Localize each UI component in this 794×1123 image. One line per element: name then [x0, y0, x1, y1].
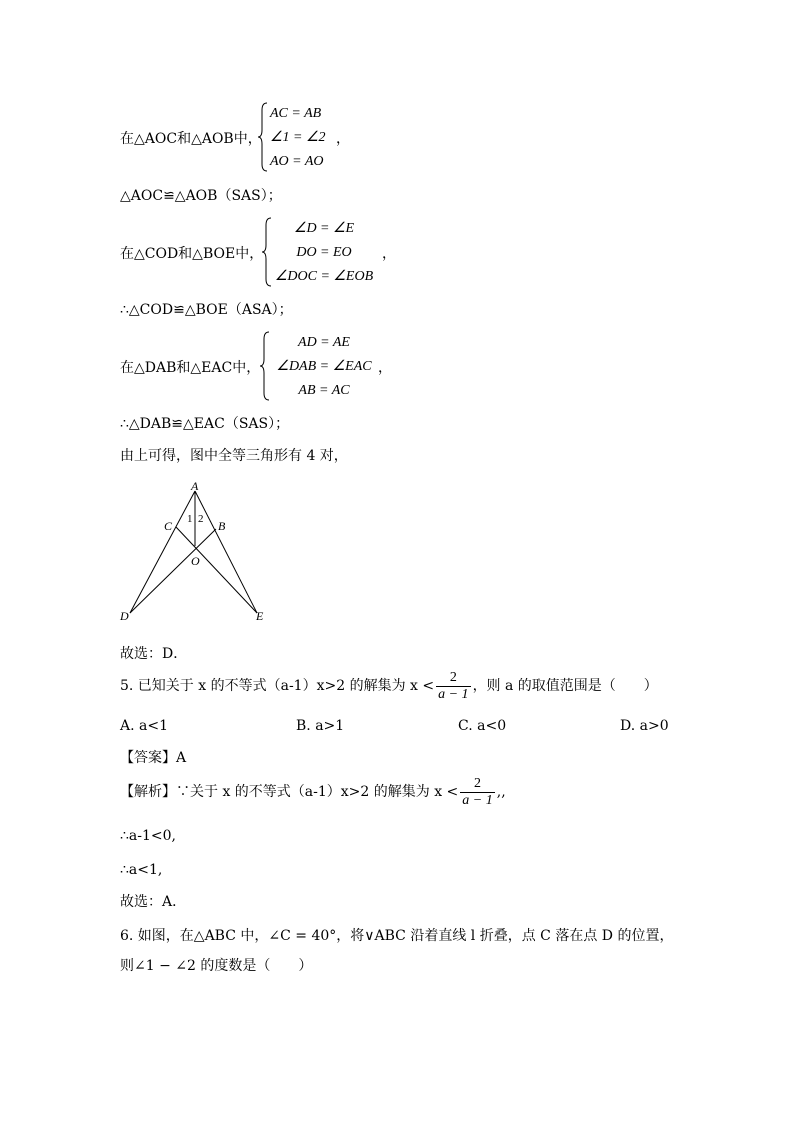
- question-5: [120, 668, 658, 704]
- system-row: AB = AC: [298, 383, 350, 398]
- system-lead: 在△DAB和△EAC中，: [120, 360, 261, 376]
- choose-answer-q5: 故选：A．: [120, 894, 187, 910]
- q5-fraction: [436, 670, 470, 703]
- system-tail: ，: [378, 360, 392, 376]
- option-d: D. a>0: [620, 718, 669, 734]
- option-c: C. a<0: [458, 718, 507, 734]
- system-rows: [272, 331, 376, 403]
- system-rows: [274, 217, 374, 289]
- angle-2-label: 2: [198, 513, 204, 525]
- analysis-suffix: ,,: [496, 784, 506, 800]
- angle-1-label: 1: [187, 513, 193, 525]
- question-6-line-1: 6. 如图，在△ABC 中，∠C = 40°，将∨ABC 沿着直线 l 折叠，点 C 落在点 D 的位置，: [120, 928, 674, 944]
- fraction-numerator: 2: [436, 670, 470, 687]
- brace-icon: [262, 217, 272, 287]
- analysis-prefix: 【解析】∵关于 x 的不等式（a-1）x>2 的解集为 x <: [120, 784, 459, 800]
- system-row: AC = AB: [270, 106, 322, 121]
- label-a: A: [191, 480, 199, 493]
- segment-ae: [195, 491, 257, 613]
- analysis-fraction: [460, 776, 494, 809]
- q5-prefix: 5. 已知关于 x 的不等式（a-1）x>2 的解集为 x <: [120, 678, 435, 694]
- step-1: ∴a-1<0,: [120, 828, 176, 844]
- congruence-conclusion: ∴△DAB≌△EAC（SAS）；: [120, 416, 290, 432]
- system-row: ∠DOC = ∠EOB: [274, 269, 374, 284]
- answer-label: 【答案】A: [120, 750, 187, 766]
- system-row: ∠D = ∠E: [293, 221, 355, 236]
- summary-text: 由上可得，图中全等三角形有 4 对，: [120, 448, 348, 464]
- step-2: ∴a<1,: [120, 862, 163, 878]
- question-6-line-2: 则∠1 − ∠2 的度数是（ ）: [120, 958, 313, 974]
- label-o: O: [191, 554, 200, 568]
- label-d: D: [120, 609, 129, 623]
- brace-icon: [258, 102, 268, 172]
- congruence-conclusion: ∴△COD≌△BOE（ASA）；: [120, 302, 293, 318]
- option-b: B. a>1: [296, 718, 345, 734]
- fraction-denominator: a − 1: [438, 686, 469, 702]
- label-e: E: [256, 609, 264, 623]
- system-row: ∠1 = ∠2: [270, 130, 326, 145]
- system-row: AD = AE: [298, 335, 350, 350]
- system-tail: ，: [336, 131, 350, 147]
- segment-db: [130, 529, 216, 613]
- label-c: C: [164, 519, 173, 533]
- fraction-numerator: 2: [460, 776, 494, 793]
- option-a: A. a<1: [120, 718, 168, 734]
- geometry-figure: [112, 480, 282, 630]
- brace-icon: [260, 331, 270, 401]
- label-b: B: [218, 519, 226, 533]
- system-tail: ，: [382, 246, 396, 262]
- analysis-line: [120, 774, 506, 810]
- system-lead: 在△AOC和△AOB中，: [120, 131, 262, 147]
- q5-suffix: ，则 a 的取值范围是（ ）: [472, 678, 658, 694]
- system-row: ∠DAB = ∠EAC: [276, 359, 372, 374]
- fraction-denominator: a − 1: [462, 792, 493, 808]
- segment-ad: [130, 491, 195, 613]
- congruence-conclusion: △AOC≌△AOB（SAS）；: [120, 188, 282, 204]
- system-row: DO = EO: [296, 245, 352, 260]
- segment-ec: [176, 527, 257, 613]
- system-rows: [270, 102, 326, 174]
- choose-answer-q4: 故选：D．: [120, 646, 188, 662]
- system-row: AO = AO: [270, 154, 324, 169]
- system-lead: 在△COD和△BOE中，: [120, 246, 264, 262]
